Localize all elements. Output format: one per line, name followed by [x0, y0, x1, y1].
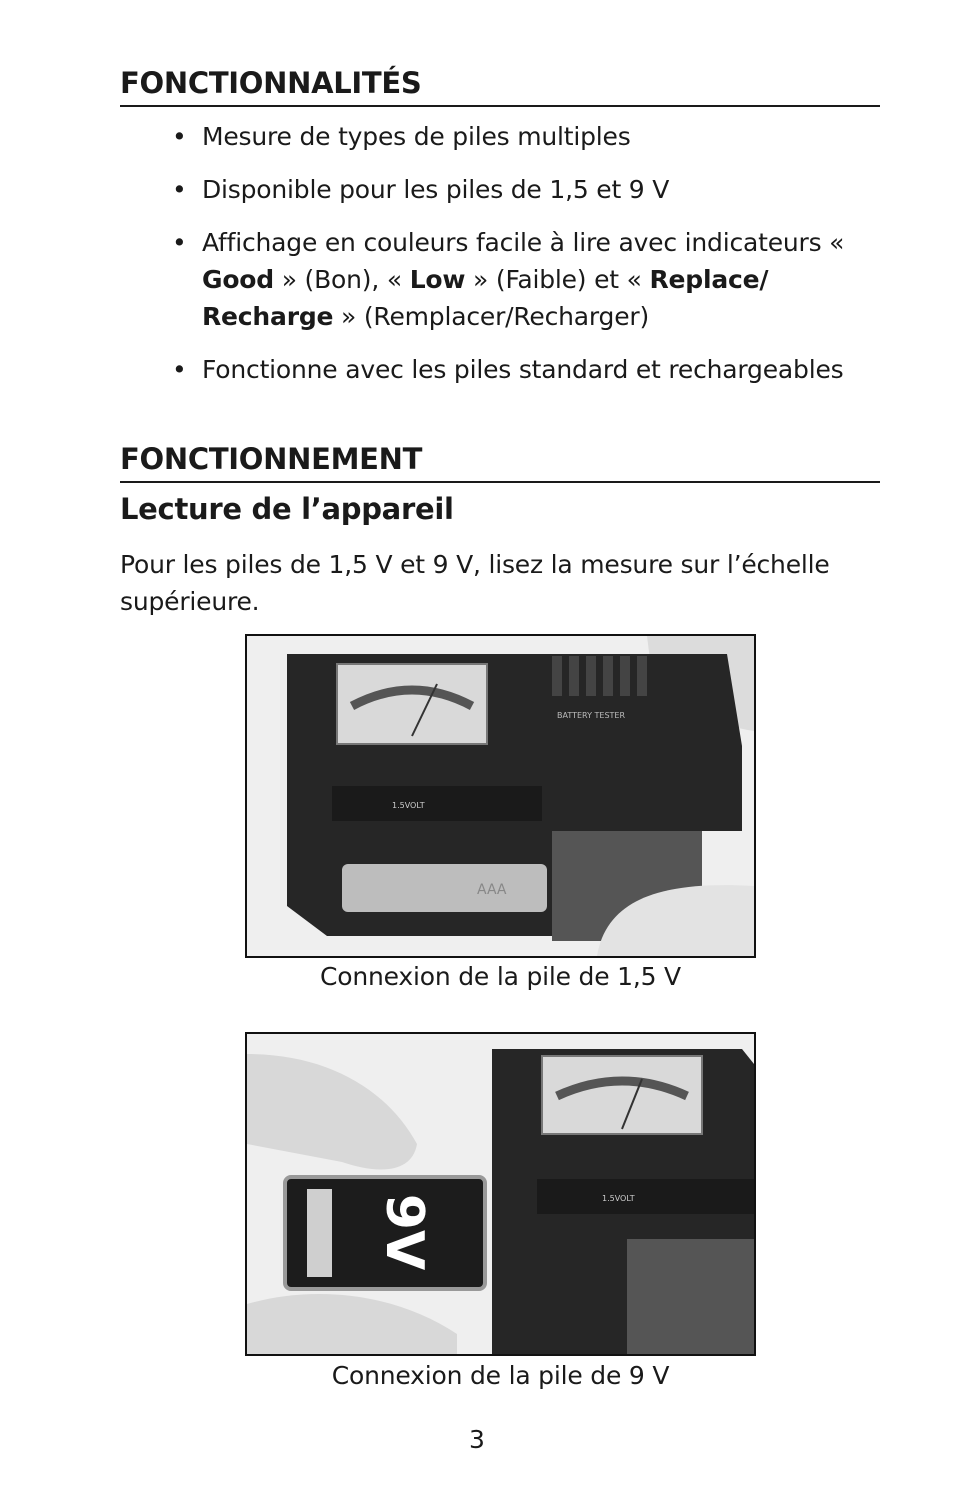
- feature-text-part: Affichage en couleurs facile à lire avec indicateurs «: [202, 228, 845, 257]
- bullet: •: [172, 175, 187, 204]
- feature-text: Fonctionne avec les piles standard et rechargeables: [202, 355, 844, 384]
- tester-1-5v-illustration: [247, 636, 754, 956]
- figure-9v-connection: [245, 1032, 756, 1356]
- bullet: •: [172, 355, 187, 384]
- figure-2-caption: Connexion de la pile de 9 V: [331, 1361, 670, 1390]
- battery-label: AAA: [477, 882, 507, 898]
- features-list: [170, 118, 910, 404]
- features-heading: FONCTIONNALITÉS: [120, 66, 880, 107]
- list-item: [170, 351, 910, 388]
- reading-paragraph: Pour les piles de 1,5 V et 9 V, lisez la mesure sur l’échelle supérieure.: [120, 550, 830, 616]
- indicator-replace: Replace/ Recharge: [202, 265, 769, 331]
- figure-1-5v-connection: [245, 634, 756, 958]
- page-number: 3: [469, 1425, 485, 1454]
- feature-text-part: » (Remplacer/Recharger): [333, 302, 650, 331]
- volt-label: 1.5VOLT: [392, 801, 425, 810]
- reading-subheading: Lecture de l’appareil: [120, 492, 454, 526]
- list-item: [170, 171, 910, 208]
- indicator-good: Good: [202, 265, 274, 294]
- feature-text: Disponible pour les piles de 1,5 et 9 V: [202, 175, 670, 204]
- feature-text-part: » (Bon), «: [273, 265, 410, 294]
- operation-heading: FONCTIONNEMENT: [120, 442, 880, 483]
- volt-label: 1.5VOLT: [602, 1194, 635, 1203]
- feature-text: Mesure de types de piles multiples: [202, 122, 631, 151]
- indicator-low: Low: [409, 265, 466, 294]
- bullet: •: [172, 228, 187, 257]
- tester-label: BATTERY TESTER: [557, 711, 626, 720]
- tester-9v-illustration: [247, 1034, 754, 1354]
- figure-1-caption: Connexion de la pile de 1,5 V: [320, 962, 681, 991]
- feature-text-part: » (Faible) et «: [465, 265, 650, 294]
- list-item: [170, 224, 902, 335]
- battery-9v-label: 9V: [374, 1193, 434, 1271]
- list-item: [170, 118, 910, 155]
- bullet: •: [172, 122, 187, 151]
